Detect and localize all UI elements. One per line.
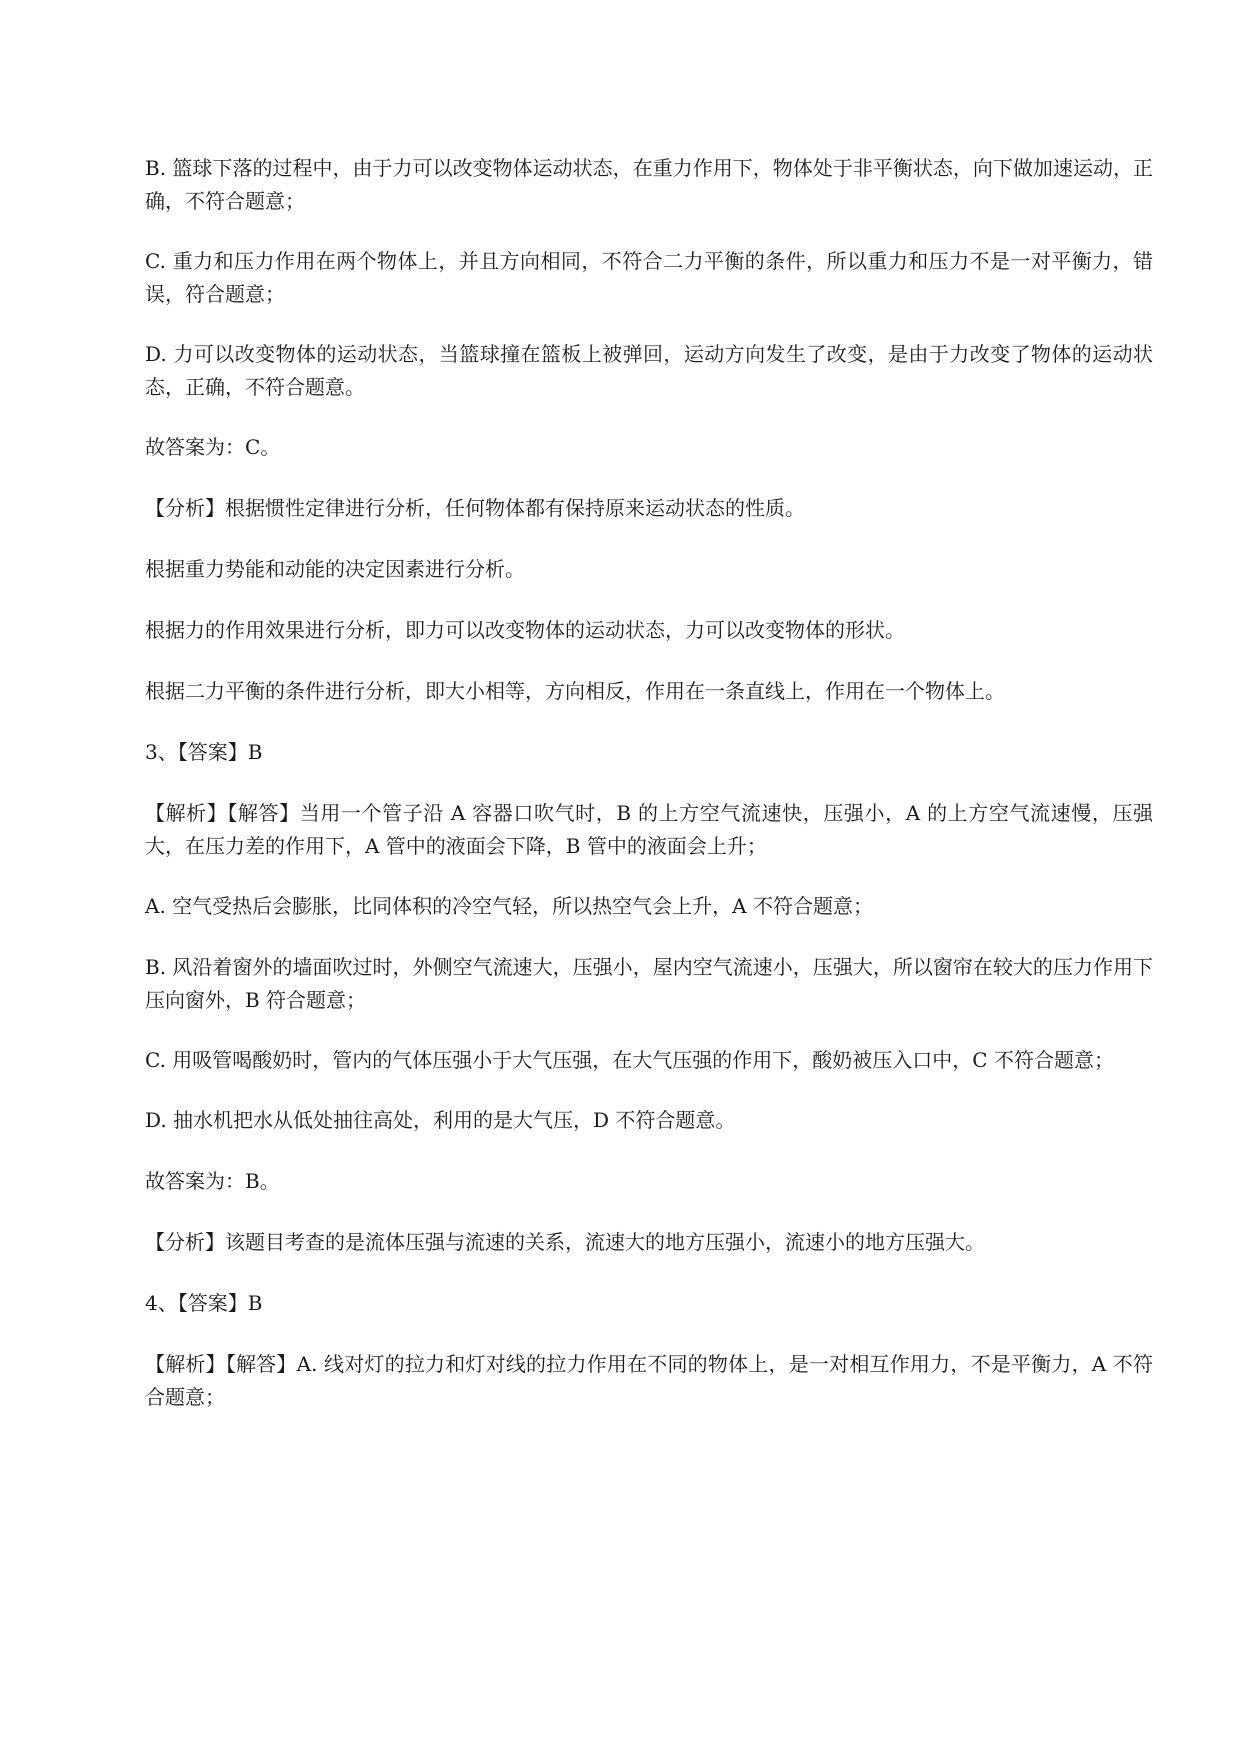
solution-paragraph: 【解析】【解答】当用一个管子沿 A 容器口吹气时，B 的上方空气流速快，压强小，A 的上方空气流速慢，压强大，在压力差的作用下，A 管中的液面会下降，B 管中的液面会上升； xyxy=(145,801,1153,858)
option-b-paragraph: B. 风沿着窗外的墙面吹过时，外侧空气流速大，压强小，屋内空气流速小，压强大，所以窗帘在较大的压力作用下压向窗外，B 符合题意； xyxy=(145,955,1153,1012)
option-d-paragraph: D. 抽水机把水从低处抽往高处，利用的是大气压，D 不符合题意。 xyxy=(145,1108,736,1132)
option-c-paragraph: C. 重力和压力作用在两个物体上，并且方向相同，不符合二力平衡的条件，所以重力和压力不是一对平衡力，错误，符合题意； xyxy=(145,249,1153,306)
question-answer-heading: 4、【答案】B xyxy=(145,1291,263,1315)
option-a-paragraph: A. 空气受热后会膨胀，比同体积的冷空气轻，所以热空气会上升，A 不符合题意； xyxy=(145,894,873,918)
analysis-line: 根据重力势能和动能的决定因素进行分析。 xyxy=(145,557,525,581)
option-b-paragraph: B. 篮球下落的过程中，由于力可以改变物体运动状态，在重力作用下，物体处于非平衡状态，向下做加速运动，正确，不符合题意； xyxy=(145,156,1153,213)
question-answer-heading: 3、【答案】B xyxy=(145,740,263,764)
solution-paragraph: 【解析】【解答】A. 线对灯的拉力和灯对线的拉力作用在不同的物体上，是一对相互作用力，不是平衡力，A 不符合题意； xyxy=(145,1352,1153,1409)
option-d-paragraph: D. 力可以改变物体的运动状态，当篮球撞在篮板上被弹回，运动方向发生了改变，是由于力改变了物体的运动状态，正确，不符合题意。 xyxy=(145,342,1153,399)
analysis-paragraph: 【分析】该题目考查的是流体压强与流速的关系，流速大的地方压强小，流速小的地方压强大。 xyxy=(145,1230,985,1254)
analysis-line: 根据力的作用效果进行分析，即力可以改变物体的运动状态，力可以改变物体的形状。 xyxy=(145,618,905,642)
analysis-line: 根据二力平衡的条件进行分析，即大小相等，方向相反，作用在一条直线上，作用在一个物体上。 xyxy=(145,679,1005,703)
option-c-paragraph: C. 用吸管喝酸奶时，管内的气体压强小于大气压强，在大气压强的作用下，酸奶被压入口中，C 不符合题意； xyxy=(145,1048,1114,1072)
analysis-paragraph: 【分析】根据惯性定律进行分析，任何物体都有保持原来运动状态的性质。 xyxy=(145,496,805,520)
answer-line: 故答案为：B。 xyxy=(145,1169,280,1193)
answer-line: 故答案为：C。 xyxy=(145,435,281,459)
document-body xyxy=(145,152,1153,1441)
